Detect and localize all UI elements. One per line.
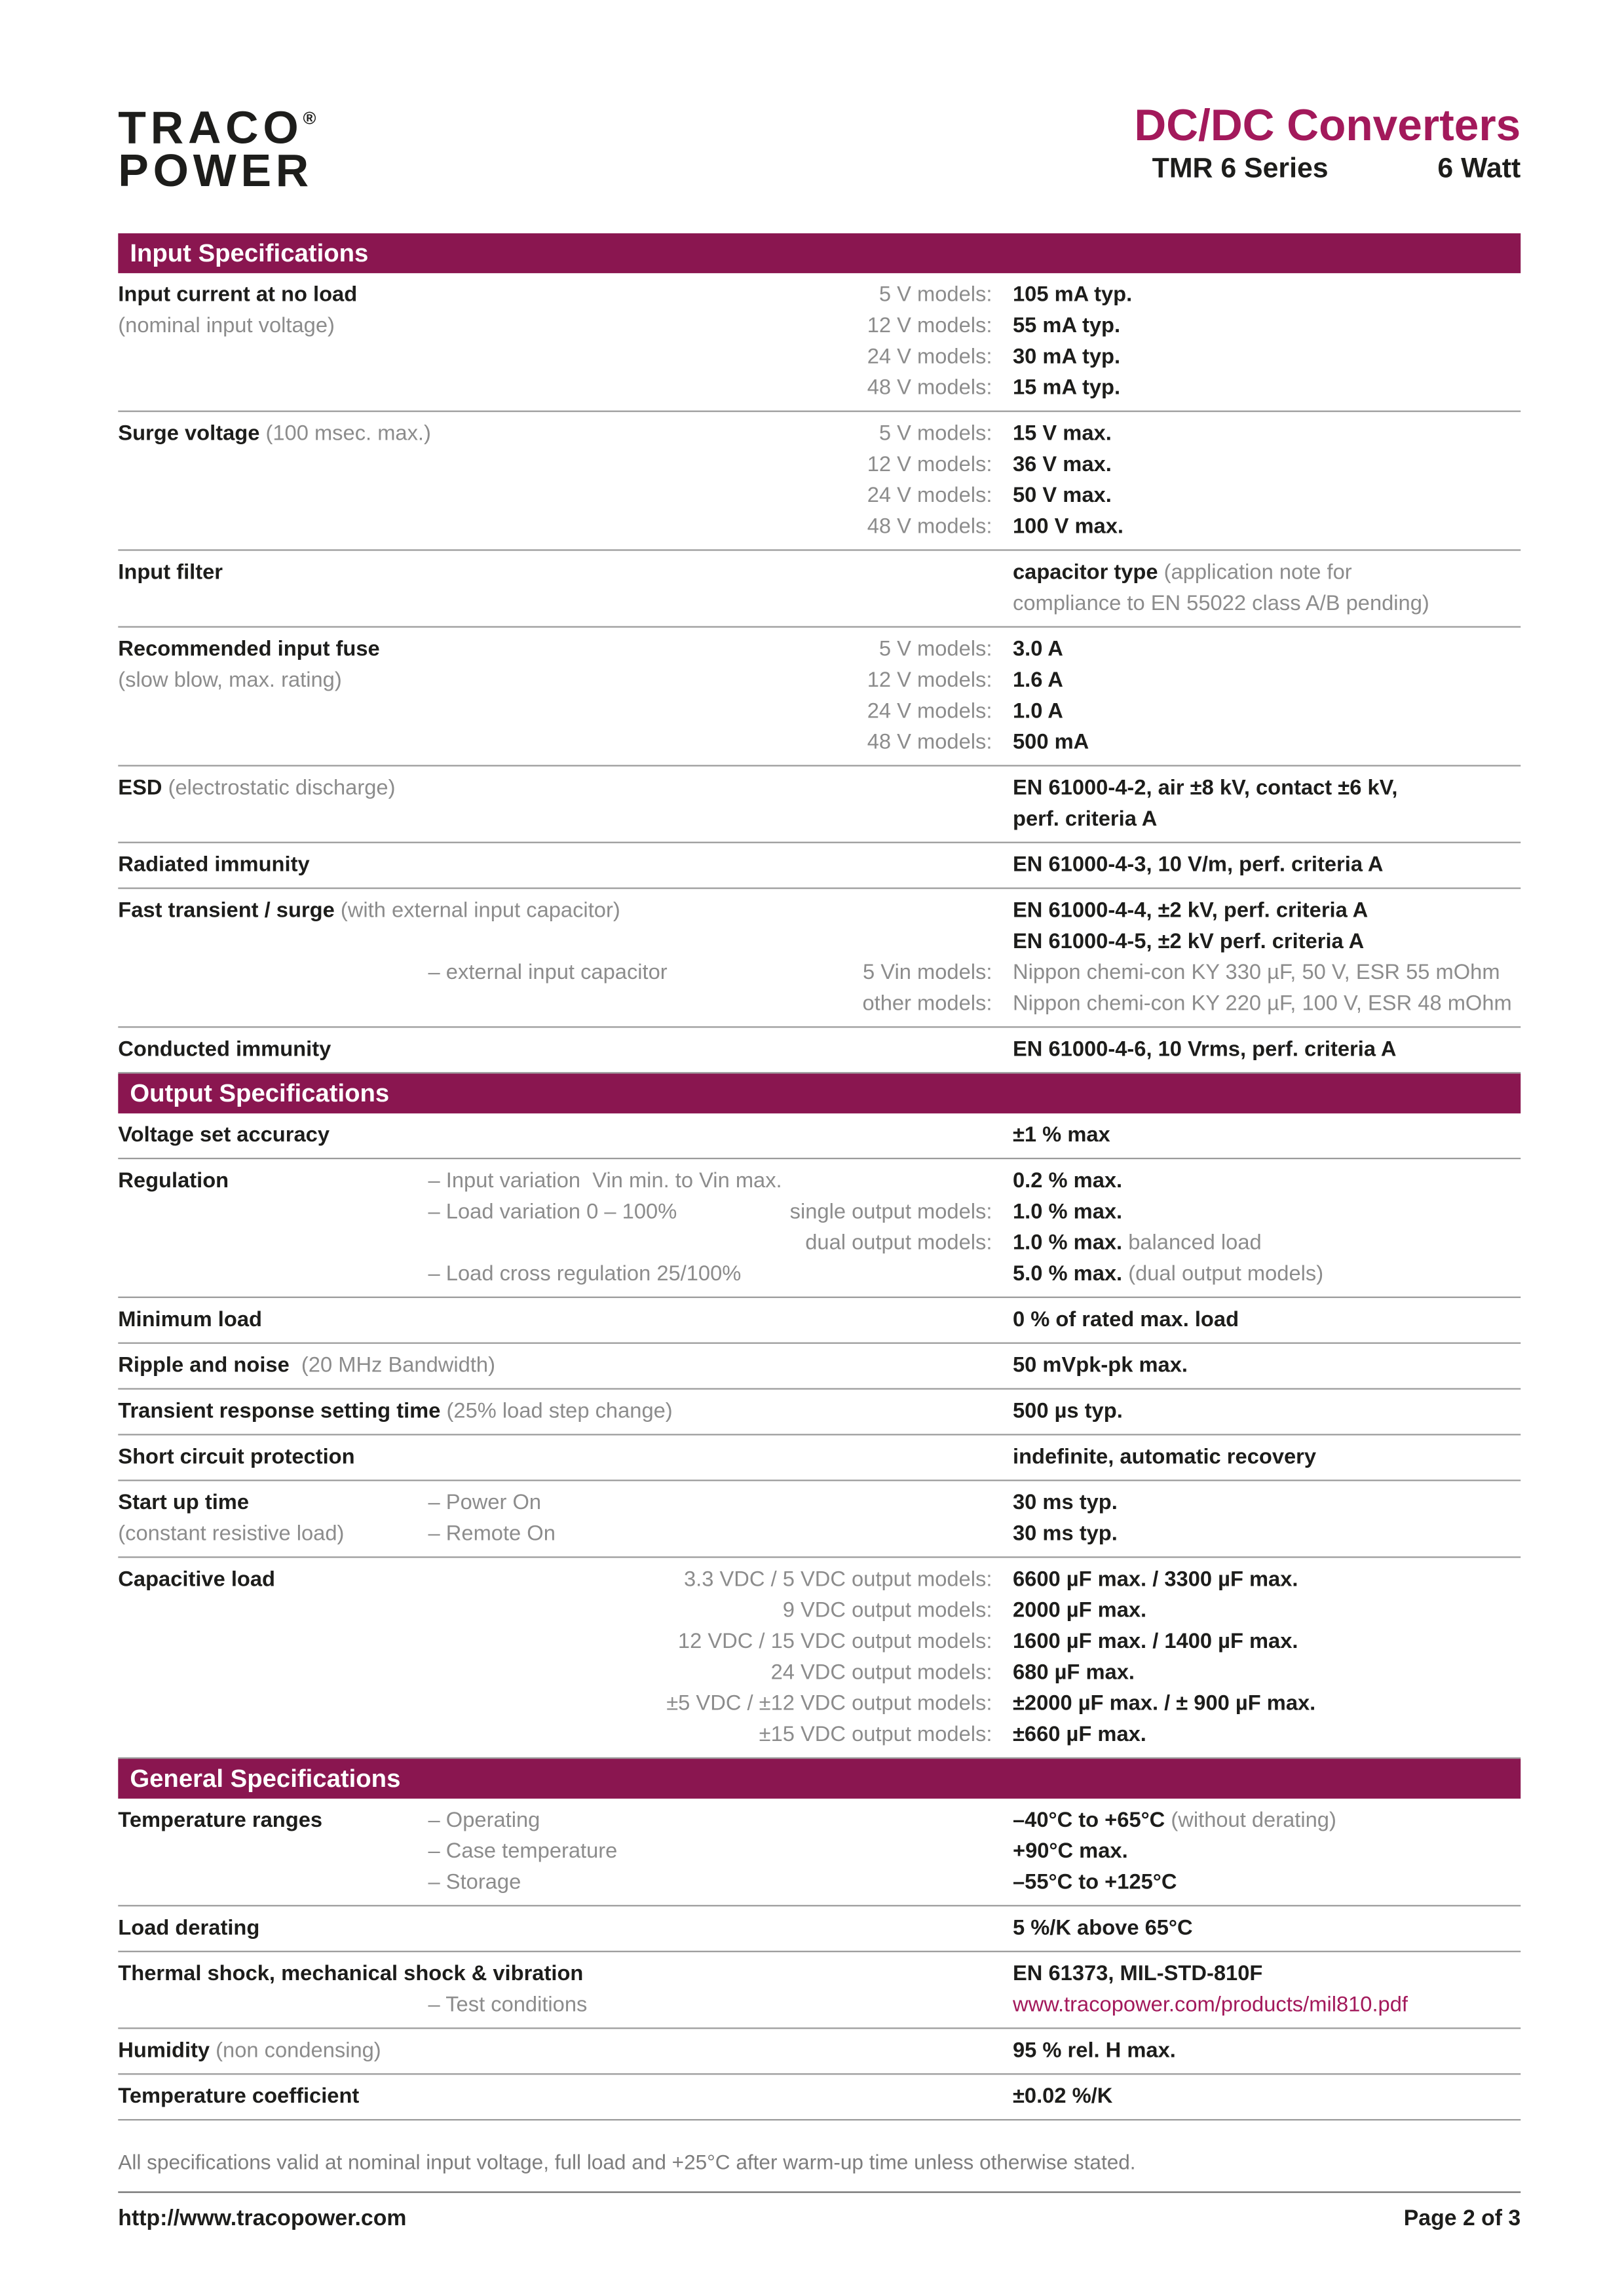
spec-value <box>1013 1914 1193 1945</box>
text-segment: 95 % rel. H max. <box>1012 2039 1176 2063</box>
spec-line <box>118 1351 1520 1382</box>
model-label: 5 V models: <box>878 422 992 446</box>
spec-value <box>1013 1166 1122 1197</box>
text-segment: Input filter <box>118 561 223 585</box>
spec-line <box>118 728 1520 759</box>
watt-label: 6 Watt <box>1437 153 1521 185</box>
spec-value <box>1013 343 1120 373</box>
spec-value <box>1013 1837 1128 1868</box>
spec-label <box>118 1914 259 1945</box>
spec-value <box>1013 697 1063 728</box>
spec-value <box>1013 1520 1118 1550</box>
text-segment: Thermal shock, mechanical shock & vibration <box>118 1962 584 1987</box>
spec-line <box>118 1689 1520 1720</box>
spec-label <box>118 666 341 697</box>
spec-value <box>1013 851 1383 881</box>
spec-value <box>1013 1489 1118 1520</box>
spec-line <box>118 1035 1520 1066</box>
text-segment: ±660 µF max. <box>1012 1723 1146 1748</box>
spec-value <box>1013 1628 1298 1658</box>
spec-line <box>118 1121 1520 1152</box>
text-segment: (application note for <box>1163 561 1352 585</box>
spec-line <box>118 1229 1520 1259</box>
model-label: 12 VDC / 15 VDC output models: <box>677 1630 992 1655</box>
text-segment: Regulation <box>118 1169 229 1193</box>
text-segment: EN 61000-4-2, air ±8 kV, contact ±6 kV, <box>1012 776 1398 801</box>
spec-row <box>118 628 1520 767</box>
spec-section <box>118 1073 1520 1759</box>
model-label: 3.3 VDC / 5 VDC output models: <box>683 1568 992 1592</box>
text-segment: 5.0 % max. <box>1012 1262 1129 1286</box>
text-segment: 1.0 A <box>1012 700 1063 724</box>
section-title: General Specifications <box>118 1759 1520 1799</box>
spec-line <box>118 1198 1520 1229</box>
spec-sublabel <box>428 1166 782 1197</box>
spec-line <box>118 1991 1520 2021</box>
spec-line <box>118 482 1520 512</box>
model-label: other models: <box>862 992 992 1016</box>
spec-line <box>118 2037 1520 2067</box>
text-segment: Nippon chemi-con KY 330 µF, 50 V, ESR 55 mOhm <box>1012 961 1500 985</box>
text-segment: Input current at no load <box>118 283 358 307</box>
spec-line <box>118 1658 1520 1689</box>
model-label: 12 V models: <box>867 668 992 693</box>
text-segment: – Operating <box>428 1808 540 1833</box>
model-label: 5 Vin models: <box>863 961 992 985</box>
spec-label <box>118 1960 583 1991</box>
text-segment: – Storage <box>428 1871 521 1895</box>
spec-row <box>118 1799 1520 1907</box>
text-segment: 1.0 % max. <box>1012 1200 1123 1225</box>
spec-value <box>1013 482 1112 512</box>
spec-line <box>118 1596 1520 1627</box>
spec-value <box>1013 589 1429 620</box>
spec-row <box>118 2029 1520 2075</box>
footer-url[interactable]: http://www.tracopower.com <box>118 2206 407 2232</box>
model-label: ±15 VDC output models: <box>759 1723 992 1748</box>
text-segment: 30 ms typ. <box>1012 1491 1118 1516</box>
series-label: TMR 6 Series <box>1152 153 1329 185</box>
text-segment: Temperature coefficient <box>118 2085 360 2109</box>
model-label: dual output models: <box>805 1231 992 1255</box>
spec-sublabel <box>428 1837 618 1868</box>
text-segment: (electrostatic discharge) <box>168 776 396 801</box>
spec-label <box>118 1397 672 1428</box>
text-segment: –55°C to +125°C <box>1012 1871 1177 1895</box>
spec-sublabel <box>428 1198 677 1229</box>
text-segment: (constant resistive load) <box>118 1522 345 1546</box>
spec-value <box>1013 1806 1336 1837</box>
text-segment: (25% load step change) <box>446 1400 673 1424</box>
spec-line <box>118 1259 1520 1290</box>
spec-row <box>118 551 1520 628</box>
text-segment: (100 msec. max.) <box>265 422 431 446</box>
text-segment: Recommended input fuse <box>118 638 380 662</box>
text-segment: – external input capacitor <box>428 961 668 985</box>
spec-value <box>1013 512 1124 543</box>
spec-label <box>118 419 431 450</box>
spec-value <box>1013 728 1089 759</box>
text-segment: ±2000 µF max. / ± 900 µF max. <box>1012 1692 1316 1716</box>
spec-value <box>1013 774 1398 805</box>
spec-label <box>118 1305 262 1336</box>
spec-label <box>118 851 309 881</box>
spec-value <box>1013 1960 1262 1991</box>
spec-label <box>118 1443 354 1474</box>
spec-section <box>118 233 1520 1073</box>
spec-value <box>1013 1305 1239 1336</box>
spec-sublabel <box>428 1489 542 1520</box>
doc-subtitle <box>1134 153 1520 186</box>
spec-line <box>118 1520 1520 1550</box>
text-segment: – Test conditions <box>428 1993 588 2018</box>
text-segment: 100 V max. <box>1012 515 1124 539</box>
text-segment: (nominal input voltage) <box>118 315 335 339</box>
spec-label <box>118 1489 249 1520</box>
text-segment: Humidity <box>118 2039 216 2063</box>
doc-title: DC/DC Converters <box>1134 102 1521 151</box>
spec-sublabel <box>428 1868 521 1899</box>
spec-value <box>1013 280 1132 311</box>
page-number: Page 2 of 3 <box>1403 2206 1521 2232</box>
spec-line <box>118 959 1520 989</box>
text-segment: (with external input capacitor) <box>340 899 620 923</box>
text-segment: – Load cross regulation 25/100% <box>428 1262 742 1286</box>
spec-line <box>118 805 1520 835</box>
text-segment: Start up time <box>118 1491 250 1516</box>
spec-row <box>118 1113 1520 1159</box>
spec-row <box>118 1436 1520 1482</box>
page-footer <box>118 2206 1520 2231</box>
mil810-link[interactable]: www.tracopower.com/products/mil810.pdf <box>1012 1993 1408 2018</box>
text-segment: –40°C to +65°C <box>1012 1808 1171 1833</box>
text-segment: – Input variation Vin min. to Vin max. <box>428 1169 782 1193</box>
spec-value <box>1013 1991 1408 2021</box>
spec-value <box>1013 1351 1188 1382</box>
text-segment: 55 mA typ. <box>1012 315 1121 339</box>
spec-line <box>118 1628 1520 1658</box>
model-label: 48 V models: <box>867 731 992 755</box>
spec-line <box>118 774 1520 805</box>
text-segment: (non condensing) <box>216 2039 381 2063</box>
spec-row <box>118 1344 1520 1390</box>
model-label: 24 V models: <box>867 484 992 508</box>
text-segment: (dual output models) <box>1128 1262 1324 1286</box>
spec-line <box>118 450 1520 481</box>
spec-value <box>1013 896 1368 927</box>
text-segment: 15 V max. <box>1012 422 1112 446</box>
text-segment: Radiated immunity <box>118 853 310 877</box>
spec-row <box>118 843 1520 889</box>
spec-sections <box>118 233 1520 2120</box>
spec-label <box>118 2037 381 2067</box>
text-segment: 500 µs typ. <box>1012 1400 1123 1424</box>
spec-value <box>1013 1689 1315 1720</box>
spec-value <box>1013 959 1500 989</box>
text-segment: Fast transient / surge <box>118 899 341 923</box>
spec-line <box>118 697 1520 728</box>
logo-line-1: TRACO® <box>118 102 316 154</box>
spec-line <box>118 373 1520 404</box>
spec-sublabel <box>428 1259 742 1290</box>
spec-label <box>118 1166 229 1197</box>
spec-line <box>118 1720 1520 1751</box>
text-segment: (20 MHz Bandwidth) <box>301 1354 495 1378</box>
spec-label <box>118 280 357 311</box>
text-segment: capacitor type <box>1012 561 1164 585</box>
text-segment: Transient response setting time <box>118 1400 447 1424</box>
text-segment: 1.0 % max. <box>1012 1231 1129 1255</box>
text-segment: 1.6 A <box>1012 668 1063 693</box>
text-segment: 30 ms typ. <box>1012 1522 1118 1546</box>
model-label: 24 V models: <box>867 700 992 724</box>
spec-value <box>1013 1198 1122 1229</box>
text-segment: 2000 µF max. <box>1012 1599 1147 1623</box>
spec-line <box>118 589 1520 620</box>
spec-line <box>118 512 1520 543</box>
spec-value <box>1013 2082 1112 2113</box>
spec-row <box>118 767 1520 843</box>
spec-value <box>1013 1035 1396 1066</box>
spec-label <box>118 896 620 927</box>
text-segment: ESD <box>118 776 168 801</box>
spec-line <box>118 635 1520 666</box>
spec-row <box>118 1558 1520 1759</box>
spec-line <box>118 343 1520 373</box>
text-segment: +90°C max. <box>1012 1840 1128 1864</box>
text-segment: 3.0 A <box>1012 638 1063 662</box>
spec-line <box>118 851 1520 881</box>
text-segment: 0.2 % max. <box>1012 1169 1123 1193</box>
model-label: 24 VDC output models: <box>770 1661 992 1685</box>
text-segment: Temperature ranges <box>118 1808 323 1833</box>
traco-power-logo <box>118 98 316 197</box>
spec-value <box>1013 373 1120 404</box>
text-segment: EN 61000-4-3, 10 V/m, perf. criteria A <box>1012 853 1384 877</box>
spec-row <box>118 1952 1520 2029</box>
spec-label <box>118 312 335 343</box>
spec-label <box>118 558 223 589</box>
text-segment: ±0.02 %/K <box>1012 2085 1113 2109</box>
spec-sublabel <box>428 1806 540 1837</box>
spec-label <box>118 1351 495 1382</box>
logo-line-2: POWER <box>118 144 314 197</box>
text-segment: 5 %/K above 65°C <box>1012 1917 1193 1941</box>
spec-label <box>118 774 395 805</box>
spec-value <box>1013 2037 1176 2067</box>
text-segment: Minimum load <box>118 1308 262 1332</box>
text-segment: 30 mA typ. <box>1012 345 1121 370</box>
spec-row <box>118 1390 1520 1436</box>
spec-line <box>118 1960 1520 1991</box>
model-label: ±5 VDC / ±12 VDC output models: <box>666 1692 992 1716</box>
header-titles <box>1134 98 1520 186</box>
text-segment: 50 V max. <box>1012 484 1112 508</box>
text-segment: Voltage set accuracy <box>118 1124 330 1148</box>
spec-value <box>1013 1658 1135 1689</box>
spec-value <box>1013 558 1352 589</box>
text-segment: compliance to EN 55022 class A/B pending) <box>1012 592 1429 616</box>
spec-value <box>1013 1229 1262 1259</box>
footer-rule <box>118 2191 1520 2192</box>
spec-line <box>118 896 1520 927</box>
spec-line <box>118 1837 1520 1868</box>
spec-line <box>118 1914 1520 1945</box>
spec-line <box>118 1443 1520 1474</box>
text-segment: 680 µF max. <box>1012 1661 1135 1685</box>
spec-value <box>1013 1397 1123 1428</box>
text-segment: Short circuit protection <box>118 1445 355 1470</box>
spec-row <box>118 1159 1520 1298</box>
text-segment: – Power On <box>428 1491 542 1516</box>
model-label: 5 V models: <box>878 283 992 307</box>
spec-value <box>1013 1565 1298 1596</box>
spec-line <box>118 312 1520 343</box>
model-label: 12 V models: <box>867 453 992 477</box>
text-segment: – Load variation 0 – 100% <box>428 1200 677 1225</box>
spec-line <box>118 558 1520 589</box>
spec-row <box>118 273 1520 412</box>
section-title: Output Specifications <box>118 1073 1520 1113</box>
spec-value <box>1013 805 1157 835</box>
spec-line <box>118 1868 1520 1899</box>
model-label: 24 V models: <box>867 345 992 370</box>
spec-sublabel <box>428 1991 588 2021</box>
text-segment: indefinite, automatic recovery <box>1012 1445 1317 1470</box>
model-label: 5 V models: <box>878 638 992 662</box>
text-segment: 105 mA typ. <box>1012 283 1133 307</box>
text-segment: Conducted immunity <box>118 1038 331 1062</box>
spec-value <box>1013 927 1364 958</box>
text-segment: 0 % of rated max. load <box>1012 1308 1239 1332</box>
spec-row <box>118 412 1520 551</box>
spec-label <box>118 2082 359 2113</box>
spec-value <box>1013 666 1063 697</box>
spec-value <box>1013 450 1112 481</box>
spec-value <box>1013 1596 1146 1627</box>
spec-value <box>1013 1443 1316 1474</box>
spec-label <box>118 1035 331 1066</box>
spec-line <box>118 1397 1520 1428</box>
spec-value <box>1013 419 1112 450</box>
text-segment: 15 mA typ. <box>1012 376 1121 400</box>
text-segment: – Case temperature <box>428 1840 618 1864</box>
spec-line <box>118 927 1520 958</box>
spec-label <box>118 1121 330 1152</box>
spec-line <box>118 2082 1520 2113</box>
model-label: 9 VDC output models: <box>782 1599 992 1623</box>
spec-row <box>118 1906 1520 1952</box>
spec-row <box>118 2075 1520 2120</box>
spec-section <box>118 1759 1520 2120</box>
spec-label <box>118 1565 275 1596</box>
spec-row <box>118 889 1520 1028</box>
spec-label <box>118 1520 344 1550</box>
spec-value <box>1013 1121 1110 1152</box>
text-segment: Ripple and noise <box>118 1354 301 1378</box>
spec-value <box>1013 1259 1323 1290</box>
spec-row <box>118 1298 1520 1344</box>
spec-line <box>118 1565 1520 1596</box>
spec-label <box>118 635 379 666</box>
text-segment: ±1 % max <box>1012 1124 1110 1148</box>
text-segment: (without derating) <box>1171 1808 1336 1833</box>
text-segment: Surge voltage <box>118 422 266 446</box>
spec-value <box>1013 635 1063 666</box>
text-segment: balanced load <box>1128 1231 1262 1255</box>
spec-line <box>118 1166 1520 1197</box>
spec-value <box>1013 312 1120 343</box>
spec-sublabel <box>428 1520 556 1550</box>
registered-mark: ® <box>303 107 316 129</box>
page-header <box>118 0 1520 233</box>
text-segment: EN 61373, MIL-STD-810F <box>1012 1962 1263 1987</box>
spec-value <box>1013 989 1512 1020</box>
section-title: Input Specifications <box>118 233 1520 273</box>
model-label: 12 V models: <box>867 315 992 339</box>
text-segment: 1600 µF max. / 1400 µF max. <box>1012 1630 1298 1655</box>
text-segment: Load derating <box>118 1917 260 1941</box>
text-segment: 500 mA <box>1012 731 1089 755</box>
text-segment: EN 61000-4-5, ±2 kV perf. criteria A <box>1012 930 1365 954</box>
spec-value <box>1013 1720 1146 1751</box>
text-segment: 50 mVpk-pk max. <box>1012 1354 1188 1378</box>
spec-sublabel <box>428 959 668 989</box>
text-segment: Nippon chemi-con KY 220 µF, 100 V, ESR 48 mOhm <box>1012 992 1512 1016</box>
text-segment: (slow blow, max. rating) <box>118 668 342 693</box>
spec-value <box>1013 1868 1177 1899</box>
text-segment: EN 61000-4-4, ±2 kV, perf. criteria A <box>1012 899 1369 923</box>
text-segment: EN 61000-4-6, 10 Vrms, perf. criteria A <box>1012 1038 1397 1062</box>
spec-label <box>118 1806 322 1837</box>
spec-row <box>118 1481 1520 1558</box>
text-segment: 6600 µF max. / 3300 µF max. <box>1012 1568 1298 1592</box>
model-label: single output models: <box>789 1200 992 1225</box>
model-label: 48 V models: <box>867 376 992 400</box>
spec-line <box>118 1305 1520 1336</box>
spec-line <box>118 419 1520 450</box>
text-segment: 36 V max. <box>1012 453 1112 477</box>
text-segment: perf. criteria A <box>1012 807 1158 832</box>
spec-line <box>118 280 1520 311</box>
footnote: All specifications valid at nominal input voltage, full load and +25°C after warm-up time unless otherwise stated. <box>118 2150 1136 2174</box>
spec-row <box>118 1028 1520 1074</box>
spec-line <box>118 1489 1520 1520</box>
spec-line <box>118 989 1520 1020</box>
text-segment: Capacitive load <box>118 1568 276 1592</box>
model-label: 48 V models: <box>867 515 992 539</box>
spec-line <box>118 1806 1520 1837</box>
spec-line <box>118 666 1520 697</box>
text-segment: – Remote On <box>428 1522 556 1546</box>
